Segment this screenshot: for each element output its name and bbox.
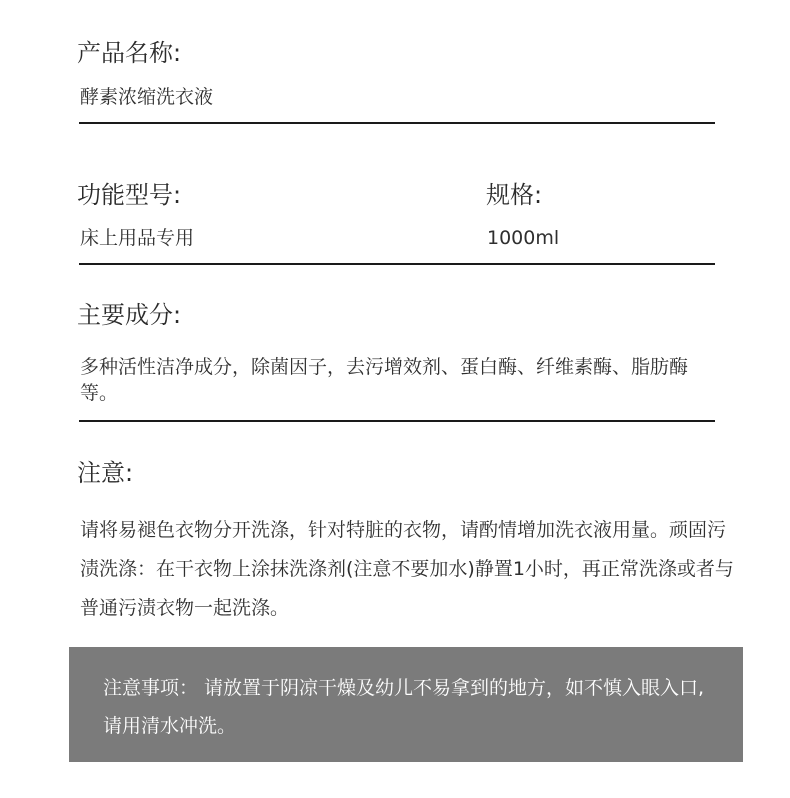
ingredients-text: 多种活性洁净成分，除菌因子，去污增效剂、蛋白酶、纤维素酶、脂肪酶等。 (80, 356, 689, 404)
product-name-label: 产品名称: (77, 39, 182, 67)
caution-text: 请将易褪色衣物分开洗涤，针对特脏的衣物，请酌情增加洗衣液用量。顽固污渍洗涤：在干衣物上涂抹洗涤剂(注意不要加水)静置1小时，再正常洗涤或者与普通污渍衣物一起洗涤。 (80, 519, 734, 619)
notice-box (69, 647, 743, 762)
divider (79, 420, 715, 422)
caution-label: 注意: (77, 459, 134, 487)
model-label: 功能型号: (77, 181, 182, 209)
divider (79, 263, 715, 265)
divider (79, 122, 715, 124)
notice-text: 注意事项： 请放置于阴凉干燥及幼儿不易拿到的地方，如不慎入眼入口,请用清水冲洗。 (103, 677, 705, 737)
spec-label: 规格: (486, 181, 543, 209)
ingredients-label: 主要成分: (77, 301, 182, 329)
product-name-value: 酵素浓缩洗衣液 (80, 86, 214, 108)
model-value: 床上用品专用 (80, 227, 195, 249)
spec-value: 1000ml (487, 227, 560, 249)
